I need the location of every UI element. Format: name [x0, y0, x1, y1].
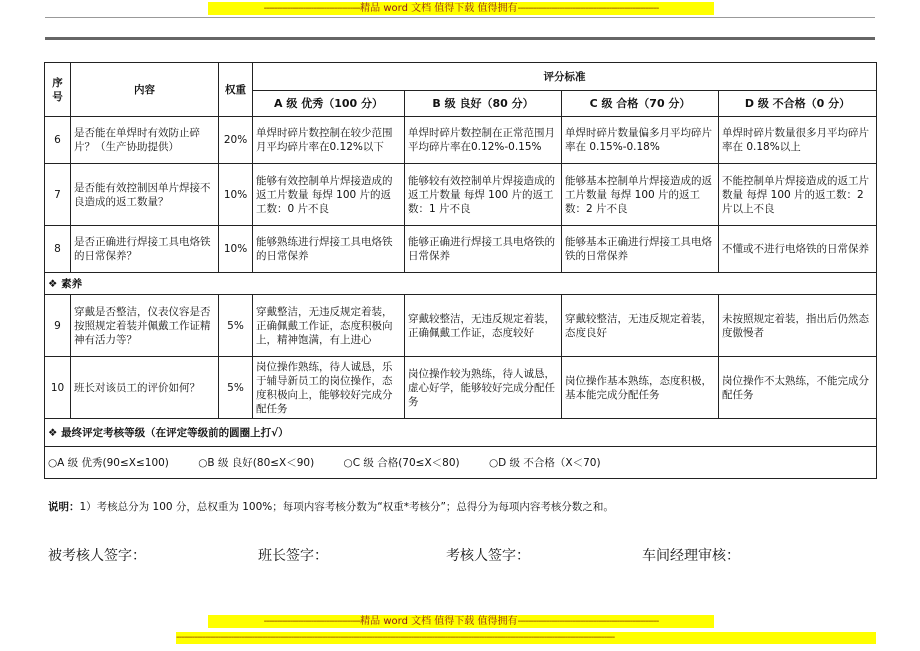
- col-criteria-header: 评分标准: [253, 63, 877, 91]
- table-row: [45, 117, 877, 164]
- grade-a-cell: 岗位操作熟练，待人诚恳，乐于辅导新员工的岗位操作，态度积极向上，能够较好完成分配任务: [253, 357, 405, 419]
- row-content: 是否能在单焊时有效防止碎片？（生产协助提供）: [71, 117, 219, 164]
- col-weight-header: 权重: [219, 63, 253, 117]
- row-content: 是否能有效控制因单片焊接不良造成的返工数量？: [71, 164, 219, 226]
- grade-d-header: D 级 不合格（0 分）: [719, 91, 877, 117]
- signature-team-leader: 班长签字：: [258, 548, 328, 564]
- grade-option-a[interactable]: ○A 级 优秀(90≤X≤100): [48, 456, 169, 469]
- table-row: [45, 295, 877, 357]
- note-label: 说明：: [48, 501, 80, 513]
- col-seq-header: 序号: [45, 63, 71, 117]
- bottom-dashed-rule: ------------------------------------------------------------------------------------------------------------------------------------------------------------------------: [176, 632, 876, 644]
- row-content: 穿戴是否整洁，仪表仪容是否按照规定着装并佩戴工作证精神有活力等？: [71, 295, 219, 357]
- grade-c-header: C 级 合格（70 分）: [562, 91, 719, 117]
- grade-a-cell: 穿戴整洁，无违反规定着装，正确佩戴工作证，态度积极向上，精神饱满，有上进心: [253, 295, 405, 357]
- signature-workshop-manager: 车间经理审核：: [642, 548, 740, 564]
- grade-d-cell: 不能控制单片焊接造成的返工片数量 每焊 100 片的返工数：2 片以上不良: [719, 164, 877, 226]
- grade-d-cell: 不懂或不进行电烙铁的日常保养: [719, 226, 877, 273]
- grade-d-cell: 单焊时碎片数量很多月平均碎片率在 0.18%以上: [719, 117, 877, 164]
- signature-examiner: 考核人签字：: [446, 548, 530, 564]
- top-banner-text: 精品 word 文档 值得下载 值得拥有: [360, 3, 518, 14]
- grade-d-cell: 未按照规定着装，指出后仍然态度傲慢者: [719, 295, 877, 357]
- grade-c-cell: 能够基本控制单片焊接造成的返工片数量 每焊 100 片的返工数：2 片不良: [562, 164, 719, 226]
- grade-option-c[interactable]: ○C 级 合格(70≤X＜80): [343, 456, 460, 469]
- note-text: 1）考核总分为 100 分，总权重为 100%；每项内容考核分数为“权重*考核分”；总得分为每项内容考核分数之和。: [79, 501, 614, 513]
- evaluation-table: [44, 62, 877, 479]
- grade-option-d[interactable]: ○D 级 不合格（X＜70): [488, 456, 601, 469]
- section-quality-label: 素养: [61, 277, 83, 290]
- explanation-note: [48, 499, 614, 514]
- grade-option-b[interactable]: ○B 级 良好(80≤X＜90): [198, 456, 315, 469]
- row-number: 6: [45, 117, 71, 164]
- row-content: 是否正确进行焊接工具电烙铁的日常保养？: [71, 226, 219, 273]
- grade-b-cell: 岗位操作较为熟练，待人诚恳，虚心好学，能够较好完成分配任务: [405, 357, 562, 419]
- grade-b-cell: 能够较有效控制单片焊接造成的返工片数量 每焊 100 片的返工数：1 片不良: [405, 164, 562, 226]
- grade-b-cell: 能够正确进行焊接工具电烙铁的日常保养: [405, 226, 562, 273]
- row-weight: 10%: [219, 164, 253, 226]
- grade-a-cell: 单焊时碎片数控制在较少范围月平均碎片率在0.12%以下: [253, 117, 405, 164]
- grade-c-cell: 岗位操作基本熟练，态度积极，基本能完成分配任务: [562, 357, 719, 419]
- diamond-bullet-icon: ❖: [48, 426, 58, 439]
- row-weight: 5%: [219, 357, 253, 419]
- top-banner: -------------------------------------精品 word 文档 值得下载 值得拥有------------------------------------------------------: [208, 2, 714, 15]
- row-number: 8: [45, 226, 71, 273]
- final-grade-options: [45, 447, 877, 479]
- grade-c-cell: 单焊时碎片数量偏多月平均碎片率在 0.15%-0.18%: [562, 117, 719, 164]
- row-content: 班长对该员工的评价如何？: [71, 357, 219, 419]
- section-final-label: 最终评定考核等级（在评定等级前的圆圈上打√）: [61, 426, 289, 439]
- table-row: [45, 226, 877, 273]
- grade-c-cell: 穿戴较整洁，无违反规定着装，态度良好: [562, 295, 719, 357]
- col-content-header: 内容: [71, 63, 219, 117]
- grade-b-cell: 穿戴较整洁，无违反规定着装，正确佩戴工作证，态度较好: [405, 295, 562, 357]
- grade-a-cell: 能够有效控制单片焊接造成的返工片数量 每焊 100 片的返工数：0 片不良: [253, 164, 405, 226]
- section-final-row: [45, 419, 877, 447]
- header-rule-thin: [45, 17, 875, 18]
- table-row: [45, 357, 877, 419]
- grade-d-cell: 岗位操作不太熟练，不能完成分配任务: [719, 357, 877, 419]
- signature-examinee: 被考核人签字：: [48, 548, 146, 564]
- grade-a-header: A 级 优秀（100 分）: [253, 91, 405, 117]
- grade-b-header: B 级 良好（80 分）: [405, 91, 562, 117]
- row-number: 9: [45, 295, 71, 357]
- row-weight: 5%: [219, 295, 253, 357]
- bottom-banner-text: 精品 word 文档 值得下载 值得拥有: [360, 616, 518, 627]
- row-number: 7: [45, 164, 71, 226]
- grade-b-cell: 单焊时碎片数控制在正常范围月平均碎片率在0.12%-0.15%: [405, 117, 562, 164]
- table-row: [45, 164, 877, 226]
- grade-a-cell: 能够熟练进行焊接工具电烙铁的日常保养: [253, 226, 405, 273]
- grade-c-cell: 能够基本正确进行焊接工具电烙铁的日常保养: [562, 226, 719, 273]
- row-weight: 20%: [219, 117, 253, 164]
- row-weight: 10%: [219, 226, 253, 273]
- row-number: 10: [45, 357, 71, 419]
- header-rule-thick: [45, 37, 875, 40]
- diamond-bullet-icon: ❖: [48, 277, 58, 290]
- section-quality-row: [45, 273, 877, 295]
- bottom-banner: -------------------------------------精品 word 文档 值得下载 值得拥有------------------------------------------------------: [208, 615, 714, 628]
